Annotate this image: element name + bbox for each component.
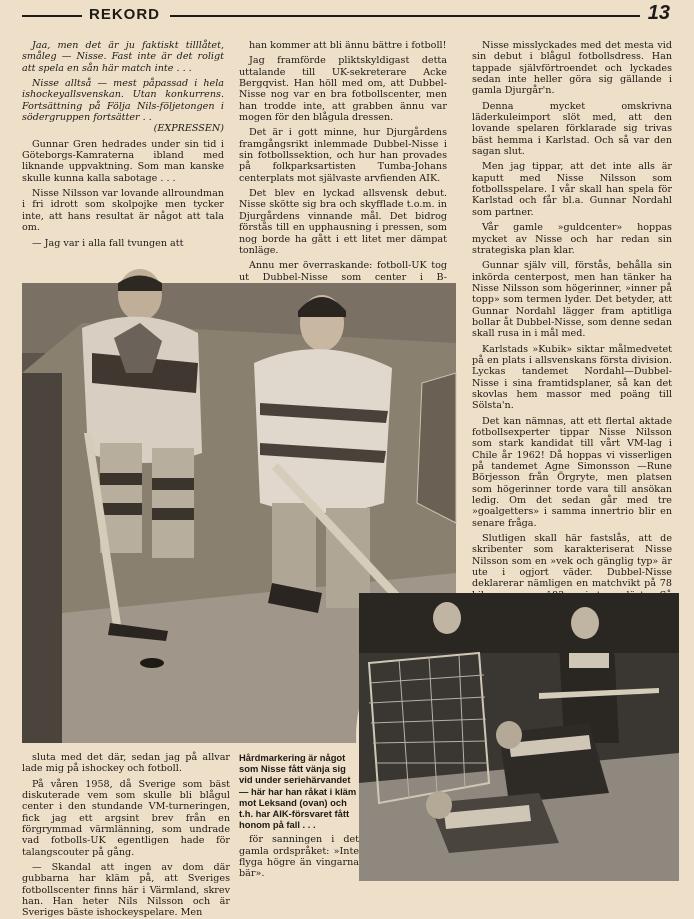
col3-paragraph: Gunnar själv vill, förstås, behålla sin inkörda centerpost, men han tänker ha Nisse Nilsson som högerinner, »inner på topp» som termen lyder. Det betyder, att Gunnar Nordahl lägger fram aptitliga bollar åt Dubbel-Nisse, som denne sedan skall rusa in i mål med. xyxy=(472,260,672,340)
col2-paragraph: Jag framförde pliktskyldigast detta uttalande till UK-sekreterare Acke Bergqvist. Han höll med om, att Dubbel-Nisse nog var en bra fotbollscenter, men han trodde inte, att grabben ännu var mogen för den blågula dressen. xyxy=(239,55,447,124)
col3-paragraph: Karlstads »Kubik» siktar målmedvetet på en plats i allsvenskans första division. Lyckas tandemet Nordahl—Dubbel-Nisse i sina framtidsplaner, så kan det skovlas hem massor med poäng till Sölsta'n. xyxy=(472,343,672,412)
col2-paragraph: Det blev en lyckad allsvensk debut. Nisse skötte sig bra och skyfflade t.o.m. in Djurgårdens vinnande mål. Det bidrog förstås till en upphausning i pressen, som nog borde ha gått i ett litet mer dämpat tonläge. xyxy=(239,188,447,256)
col3-paragraph: Denna mycket omskrivna läderkuleimport slöt med, att den lovande spelaren förklarade sig trivas bäst hemma i Karlstad. Och så var den sagan slut. xyxy=(472,100,672,158)
col2-paragraph: Det är i gott minne, hur Djurgårdens framgångsrikt inlemmade Dubbel-Nisse i sin fotbollssektion, och hur han provades på folkparksartisten Tumba-Johans centerplats mot självaste arvfienden AIK. xyxy=(239,127,447,184)
col3-paragraph: Det kan nämnas, att ett flertal aktade fotbollsexperter tippar Nisse Nilsson som stark kandidat till vårt VM-lag i Chile år 1962! Då hoppas vi visserligen på tandemet Agne Simonsson —Rune Börjesson från Örgryte, men platsen som högerinner torde vara till ansökan ledig. Om det sedan går med tre »goalgetters» i samma innertrio blir en senare fråga. xyxy=(472,415,672,529)
goal-action-photo xyxy=(356,590,682,884)
col1-paragraph: Nisse Nilsson var lovande allroundman i fri idrott som skolpojke men tycker inte, att hans resultat är något att tala om. xyxy=(22,188,224,234)
col3-paragraph: Slutligen skall här fastslås, att de skribenter som karakteriserat Nisse Nilsson som en »vek och gänglig typ» är ute i ogjort väder. Dubbel-Nisse deklarerar nämligen en matchvikt på 78 xyxy=(472,533,672,590)
col2-paragraph: Annu mer överraskande: fotboll-UK tog ut Dubbel-Nisse som center i B- xyxy=(239,260,447,283)
col2-paragraph: han kommer att bli ännu bättre i fotboll! xyxy=(249,40,447,51)
header-rule-right xyxy=(170,15,640,17)
page-number: 13 xyxy=(647,2,670,24)
col1-paragraph: Gunnar Gren hedrades under sin tid i Göteborgs-Kamraterna ibland med liknande uppvaktning. Som man kanske skulle kunna kalla sabotage . . . xyxy=(22,138,224,184)
col1-paragraph: — Jag var i alla fall tvungen att xyxy=(32,237,184,249)
article-column-3 xyxy=(472,40,672,590)
col4-paragraph: sluta med det där, sedan jag på allvar lade mig på ishockey och fotboll. xyxy=(22,752,230,775)
col1-paragraph: Jaa, men det är ju faktiskt tilllåtet, småleg — Nisse. Fast inte är det roligt att spela en sån här match inte . . . xyxy=(22,40,224,74)
col4-paragraph: — Skandal att ingen av dom där gubbarna har kläm på, att Sveriges fotbollscenter finns här i Värmland, skrev han. Han heter Nils Nilsson och är Sveriges bäste ishockeyspelare. Men xyxy=(22,862,230,919)
col3-paragraph: Nisse misslyckades med det mesta vid sin debut i blågul fotbollsdress. Han tappade självförtroendet och lyckades sedan inte heller göra sig gällande i gamla Djurgår'n. xyxy=(472,40,672,97)
article-column-1 xyxy=(22,40,224,280)
col3-paragraph: Vår gamle »guldcenter» hoppas mycket av Nisse och har redan sin strategiska plan klar. xyxy=(472,222,672,256)
article-column-4 xyxy=(22,752,230,919)
article-column-2 xyxy=(239,40,447,283)
col3-paragraph: Men jag tippar, att det inte alls är kaputt med Nisse Nilsson som fotbollsspelare. I vår skall han spela för Karlstad och får bl.a. Gunnar Nordahl som partner. xyxy=(472,161,672,218)
caption-column xyxy=(239,752,359,894)
col4-paragraph: På våren 1958, då Sverige som bäst diskuterade vem som skulle bli blågul center i den stundande VM-turneringen, fick jag ett argsint brev från en förgrymmad värmlänning, som undrade vad fotbolls-UK egentligen hade för talangscouter på gång. xyxy=(22,778,230,858)
col1-paragraph: Nisse alltså — mest påpassad i hela ishockeyallsvenskan. Utan konkurrens. Fortsättning på Följa Nils-följetongen i södergruppen fortsätter . . xyxy=(22,78,224,124)
header-rule-left xyxy=(22,15,82,17)
section-title: REKORD xyxy=(89,6,161,23)
col1-paragraph: (EXPRESSEN) xyxy=(153,123,224,135)
photo-caption: Hårdmarkering är något som Nisse fått vänja sig vid under seriehärvandet — här har han råkat i kläm mot Leksand (ovan) och t.h. har AIK-försvaret fått honom på fall . . . xyxy=(239,752,357,831)
col5-paragraph: för sanningen i det gamla ordspråket: »Inte flyga högre än vingarna bär». xyxy=(239,834,359,880)
